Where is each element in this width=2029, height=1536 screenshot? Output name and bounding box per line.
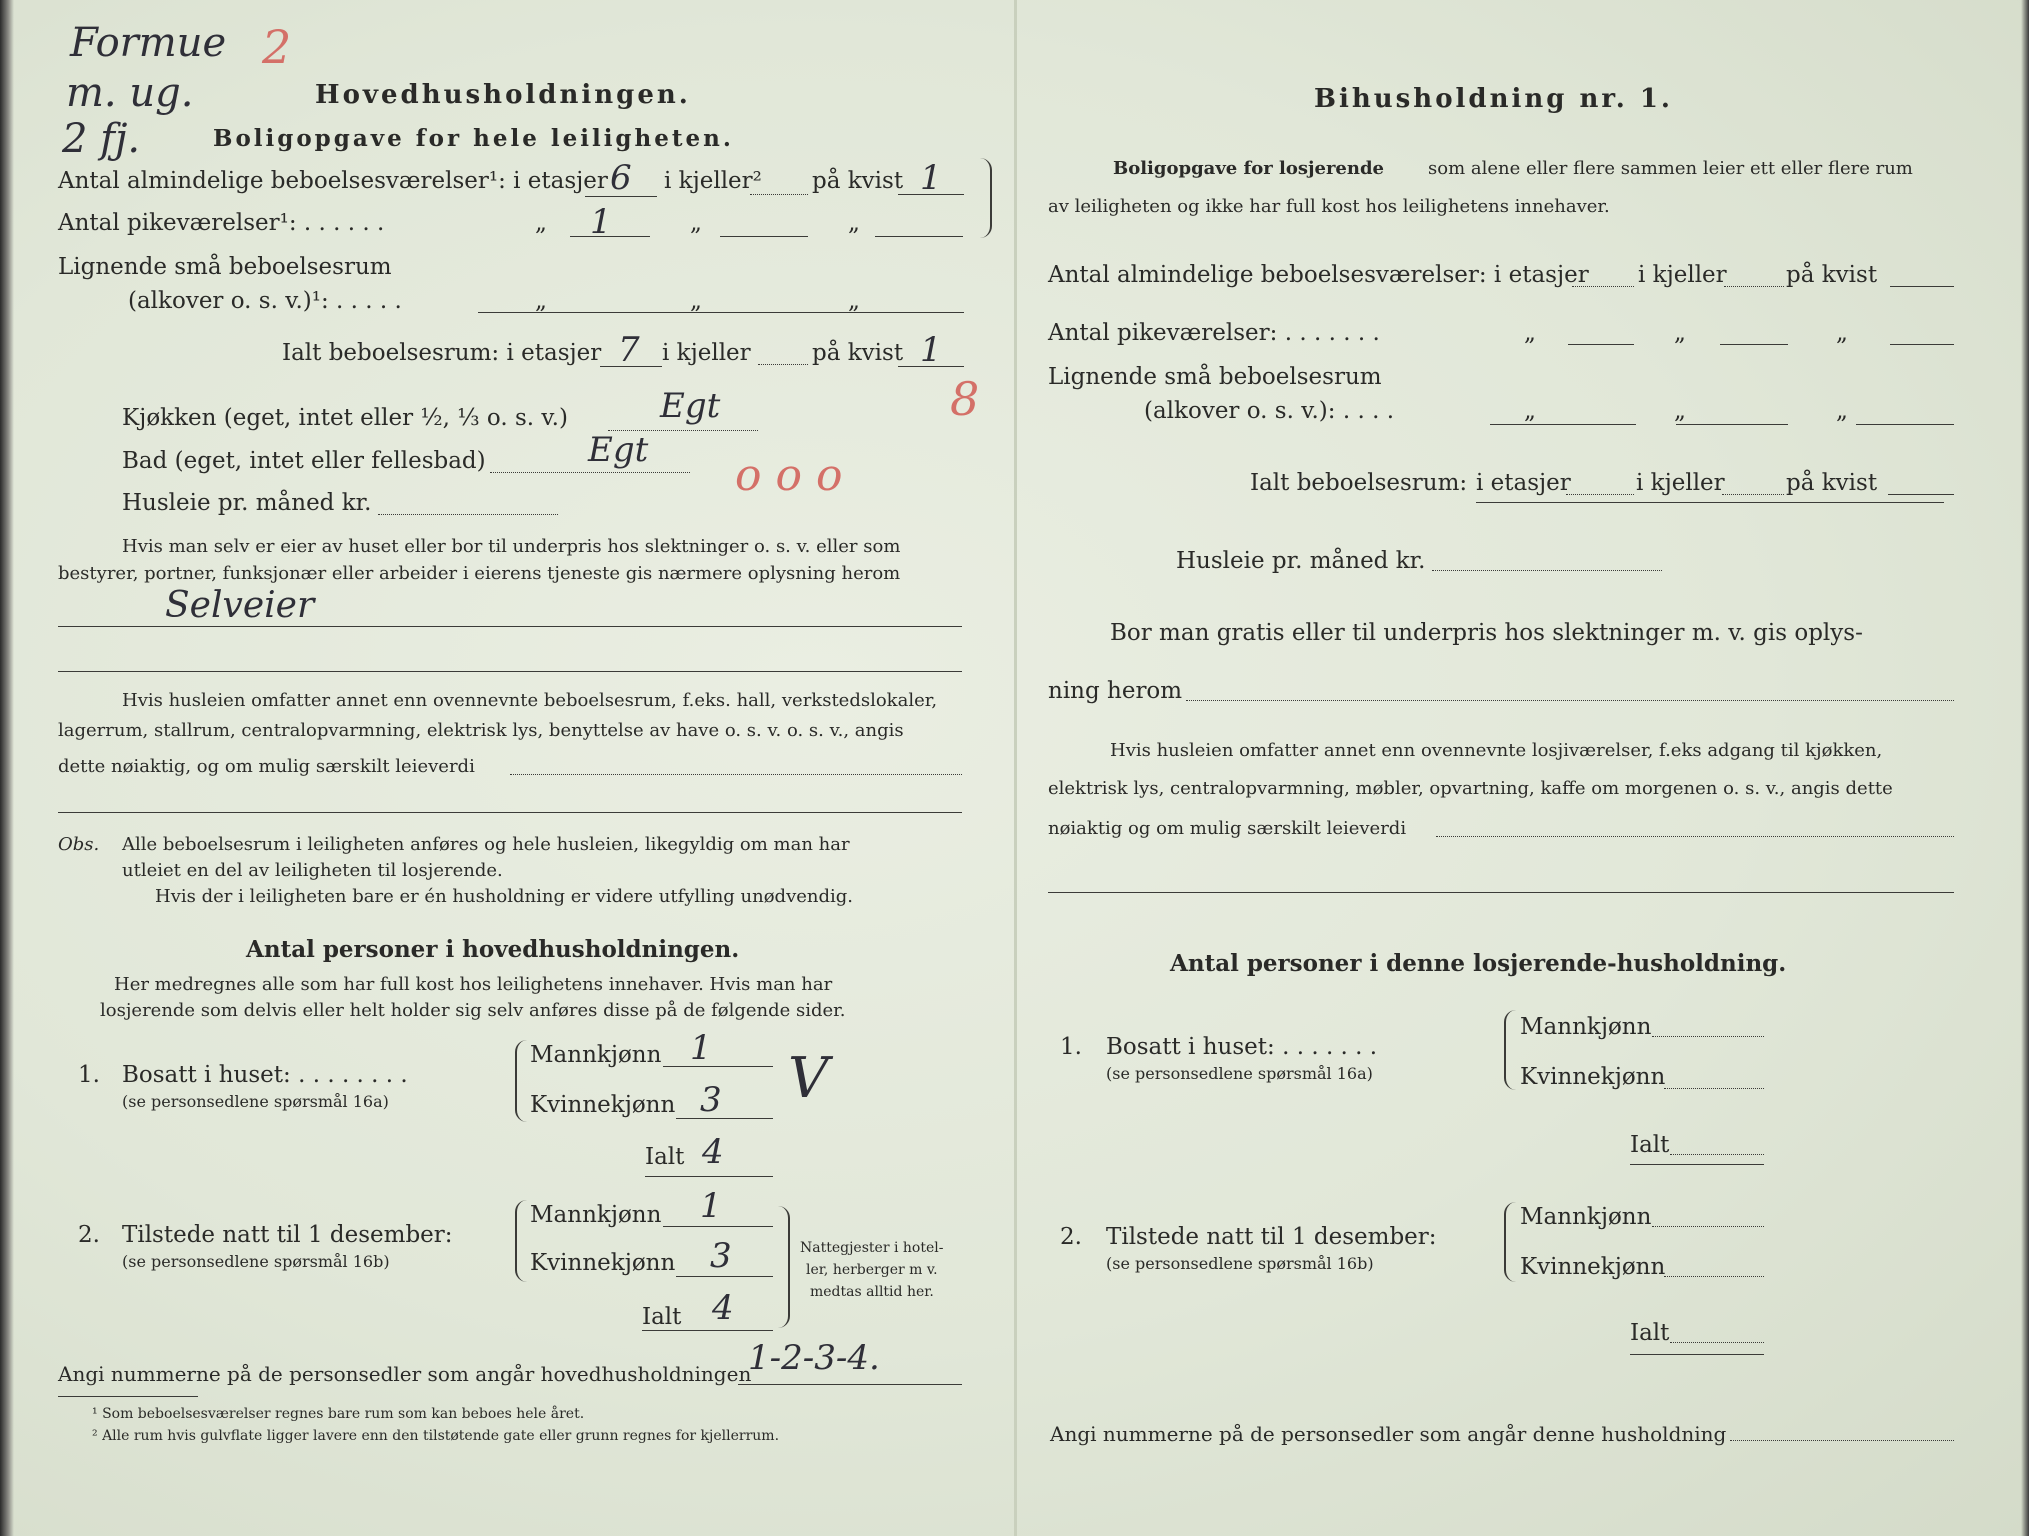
right-intro-2: av leiligheten og ikke har full kost hos leilighetens innehaver. bbox=[1048, 196, 1610, 217]
hw-numre: 1-2-3-4. bbox=[748, 1338, 880, 1378]
right-q1-brace bbox=[1504, 1010, 1518, 1090]
hw-selveier: Selveier bbox=[165, 585, 315, 626]
left-row2-ditto-3: „ bbox=[848, 210, 860, 236]
hw-bad: Egt bbox=[588, 430, 649, 470]
right-q1-ialt-dots bbox=[1670, 1154, 1764, 1155]
left-natt-note-2: ler, herberger m v. bbox=[806, 1262, 938, 1278]
right-q1-kvinne-label: Kvinnekjønn bbox=[1520, 1064, 1666, 1090]
left-q1-num: 1. bbox=[78, 1062, 100, 1088]
right-omfatter-line-1 bbox=[1436, 836, 1954, 837]
left-q1-sub: (se personsedlene spørsmål 16a) bbox=[122, 1092, 389, 1111]
left-persons-text-1: Her medregnes alle som har full kost hos leilighetens innehaver. Hvis man har bbox=[114, 974, 833, 995]
left-q2-brace-right bbox=[770, 1206, 790, 1328]
left-q2-mann-line bbox=[663, 1226, 773, 1227]
hw-m-ug: m. ug. bbox=[66, 70, 194, 116]
hw-2fj: 2 fj. bbox=[62, 116, 141, 162]
right-persons-title: Antal personer i denne losjerende-husholdning. bbox=[1170, 950, 1787, 977]
left-persons-text-2: losjerende som delvis eller helt holder sig selv anføres disse på de følgende sider. bbox=[100, 1000, 846, 1021]
left-eier-text-1: Hvis man selv er eier av huset eller bor til underpris hos slektninger o. s. v. eller som bbox=[122, 536, 901, 557]
left-angi: Angi nummerne på de personsedler som angår hovedhusholdningen bbox=[58, 1362, 752, 1386]
left-row1-kjeller-line bbox=[750, 194, 808, 195]
right-angi: Angi nummerne på de personsedler som angår denne husholdning bbox=[1050, 1422, 1727, 1446]
left-q1-brace bbox=[515, 1040, 529, 1122]
right-row2-line-2 bbox=[1720, 344, 1788, 345]
right-row1-etasjer-line bbox=[1572, 286, 1634, 287]
right-q2-kvinne-line bbox=[1664, 1276, 1764, 1277]
hw-ialt2: 4 bbox=[712, 1288, 734, 1328]
right-intro-1: som alene eller flere sammen leier ett eller flere rum bbox=[1428, 158, 1913, 179]
right-row2-line-3 bbox=[1890, 344, 1954, 345]
hw-mann2: 1 bbox=[700, 1186, 722, 1226]
left-title: Hovedhusholdningen. bbox=[315, 80, 691, 110]
right-husleie-line bbox=[1432, 570, 1662, 571]
left-row2-line-1 bbox=[570, 236, 650, 237]
left-row3-ditto-1: „ bbox=[535, 288, 547, 314]
right-ialt-kvist-line bbox=[1888, 494, 1954, 495]
right-ialt-etasjer-line bbox=[1566, 494, 1634, 495]
left-ialt-kvist: på kvist bbox=[812, 340, 904, 366]
right-husleie-label: Husleie pr. måned kr. bbox=[1176, 548, 1426, 574]
right-gratis-line bbox=[1186, 700, 1954, 701]
left-omfatter-3: dette nøiaktig, og om mulig særskilt leieverdi bbox=[58, 756, 475, 777]
page-fold bbox=[1014, 0, 1017, 1536]
left-q2-mann-label: Mannkjønn bbox=[530, 1202, 662, 1228]
right-q1-ialt-line bbox=[1630, 1164, 1764, 1165]
right-gratis-1: Bor man gratis eller til underpris hos slektninger m. v. gis oplys- bbox=[1110, 620, 1863, 646]
left-row2-label: Antal pikeværelser¹: . . . . . . bbox=[58, 210, 385, 236]
right-q1-sub: (se personsedlene spørsmål 16a) bbox=[1106, 1064, 1373, 1083]
left-q1-ialt-label: Ialt bbox=[645, 1144, 685, 1170]
left-q2-label: Tilstede natt til 1 desember: bbox=[122, 1222, 453, 1248]
right-row3-ditto-3: „ bbox=[1836, 398, 1848, 424]
hw-red-2: 2 bbox=[262, 20, 292, 74]
left-row2-line-3 bbox=[875, 236, 963, 237]
right-angi-line bbox=[1730, 1440, 1954, 1441]
right-ialt-kvist: på kvist bbox=[1786, 470, 1878, 496]
left-angi-line bbox=[738, 1384, 962, 1385]
right-q1-label: Bosatt i huset: . . . . . . . bbox=[1106, 1034, 1378, 1060]
hw-ialt-etasjer: 7 bbox=[618, 330, 640, 370]
right-gratis-2: ning herom bbox=[1048, 678, 1183, 704]
left-kjokken-label: Kjøkken (eget, intet eller ½, ⅓ o. s. v.) bbox=[122, 405, 568, 431]
right-title: Bihusholdning nr. 1. bbox=[1314, 84, 1673, 114]
right-ialt-underline bbox=[1476, 502, 1944, 503]
right-row2-label: Antal pikeværelser: . . . . . . . bbox=[1048, 320, 1380, 346]
left-q1-mann-label: Mannkjønn bbox=[530, 1042, 662, 1068]
left-q2-brace bbox=[515, 1200, 529, 1282]
hw-check: V bbox=[788, 1046, 829, 1111]
left-q1-kvinne-line bbox=[676, 1118, 773, 1119]
left-row2-line-2 bbox=[720, 236, 808, 237]
right-ialt-label: Ialt beboelsesrum: bbox=[1250, 470, 1468, 496]
right-q2-mann-label: Mannkjønn bbox=[1520, 1204, 1652, 1230]
left-omfatter-2: lagerrum, stallrum, centralopvarmning, elektrisk lys, benyttelse av have o. s. v. o. s. v., angis bbox=[58, 720, 904, 741]
right-ialt-etasjer: i etasjer bbox=[1476, 470, 1571, 496]
right-row1-kjeller-line bbox=[1724, 286, 1784, 287]
hw-red-ooo: o o o bbox=[735, 450, 843, 501]
right-row3-line-3 bbox=[1856, 424, 1954, 425]
right-q2-brace bbox=[1504, 1202, 1518, 1282]
right-q1-ialt-label: Ialt bbox=[1630, 1132, 1670, 1158]
hw-kvist: 1 bbox=[920, 158, 942, 198]
left-row3-ditto-2: „ bbox=[690, 288, 702, 314]
right-omfatter-3: nøiaktig og om mulig særskilt leieverdi bbox=[1048, 818, 1407, 839]
right-row1-kvist: på kvist bbox=[1786, 262, 1878, 288]
left-obs-2: utleiet en del av leiligheten til losjerende. bbox=[122, 860, 503, 881]
hw-formue: Formue bbox=[70, 20, 227, 66]
hw-red-8: 8 bbox=[950, 372, 980, 426]
left-husleie-line bbox=[378, 514, 558, 515]
right-row2-ditto-3: „ bbox=[1836, 320, 1848, 346]
right-row3-ditto-1: „ bbox=[1524, 398, 1536, 424]
right-row2-ditto-1: „ bbox=[1524, 320, 1536, 346]
right-q2-sub: (se personsedlene spørsmål 16b) bbox=[1106, 1254, 1374, 1273]
left-ialt-label: Ialt beboelsesrum: i etasjer bbox=[282, 340, 602, 366]
left-eier-line-2 bbox=[58, 671, 962, 672]
left-row3-line bbox=[478, 312, 964, 313]
right-row3-label-b: (alkover o. s. v.): . . . . bbox=[1144, 398, 1395, 424]
left-q2-num: 2. bbox=[78, 1222, 100, 1248]
right-row3-line-1 bbox=[1490, 424, 1636, 425]
left-obs-label: Obs. bbox=[58, 834, 100, 855]
hw-mann1: 1 bbox=[690, 1028, 712, 1068]
left-footnote-rule bbox=[58, 1396, 198, 1397]
hw-kjokken: Egt bbox=[660, 386, 721, 426]
left-bad-label: Bad (eget, intet eller fellesbad) bbox=[122, 448, 486, 474]
right-row2-ditto-2: „ bbox=[1674, 320, 1686, 346]
left-ialt-kjeller: i kjeller bbox=[662, 340, 751, 366]
right-q2-label: Tilstede natt til 1 desember: bbox=[1106, 1224, 1437, 1250]
right-omfatter-line-2 bbox=[1048, 892, 1954, 893]
left-q2-kvinne-label: Kvinnekjønn bbox=[530, 1250, 676, 1276]
left-omfatter-line-1 bbox=[510, 774, 962, 775]
left-bad-line bbox=[490, 472, 690, 473]
left-row3-ditto-3: „ bbox=[848, 288, 860, 314]
right-row3-label-a: Lignende små beboelsesrum bbox=[1048, 364, 1382, 390]
hw-etasjer: 6 bbox=[610, 158, 632, 198]
left-q2-sub: (se personsedlene spørsmål 16b) bbox=[122, 1252, 390, 1271]
left-row2-ditto-1: „ bbox=[535, 210, 547, 236]
right-ialt-kjeller-line bbox=[1722, 494, 1784, 495]
right-row1-kvist-line bbox=[1890, 286, 1954, 287]
left-ialt-kjeller-line bbox=[758, 364, 808, 365]
left-omfatter-1: Hvis husleien omfatter annet enn ovennevnte beboelsesrum, f.eks. hall, verkstedslokaler, bbox=[122, 690, 938, 711]
left-row1-label: Antal almindelige beboelsesværelser¹: i etasjer bbox=[58, 168, 608, 194]
left-eier-text-2: bestyrer, portner, funksjonær eller arbeider i eierens tjeneste gis nærmere oplysning herom bbox=[58, 563, 901, 584]
left-omfatter-line-2 bbox=[58, 812, 962, 813]
left-row1-kjeller: i kjeller² bbox=[664, 168, 762, 194]
right-q2-num: 2. bbox=[1060, 1224, 1082, 1250]
left-obs-3: Hvis der i leiligheten bare er én husholdning er videre utfylling unødvendig. bbox=[155, 886, 854, 907]
right-q2-kvinne-label: Kvinnekjønn bbox=[1520, 1254, 1666, 1280]
hw-kvinne1: 3 bbox=[700, 1080, 722, 1120]
hw-pike: 1 bbox=[590, 202, 612, 242]
right-q2-ialt-label: Ialt bbox=[1630, 1320, 1670, 1346]
hw-kvinne2: 3 bbox=[710, 1236, 732, 1276]
left-q1-mann-line bbox=[663, 1066, 773, 1067]
right-omfatter-1: Hvis husleien omfatter annet enn ovennevnte losjiværelser, f.eks adgang til kjøkken, bbox=[1110, 740, 1883, 761]
right-intro-bold: Boligopgave for losjerende bbox=[1113, 158, 1385, 179]
left-eier-line-1 bbox=[58, 626, 962, 627]
right-ialt-kjeller: i kjeller bbox=[1636, 470, 1725, 496]
scan-edge-right bbox=[2021, 0, 2029, 1536]
left-persons-title: Antal personer i hovedhusholdningen. bbox=[246, 936, 740, 963]
left-natt-note-1: Nattegjester i hotel- bbox=[800, 1240, 944, 1256]
left-husleie-label: Husleie pr. måned kr. bbox=[122, 490, 372, 516]
left-q2-ialt-line bbox=[642, 1330, 773, 1331]
right-q1-kvinne-line bbox=[1664, 1088, 1764, 1089]
hw-ialt-kvist: 1 bbox=[920, 330, 942, 370]
right-row3-line-2 bbox=[1676, 424, 1788, 425]
hw-bracket bbox=[970, 158, 992, 238]
scan-edge-left bbox=[0, 0, 14, 1536]
hw-ialt1: 4 bbox=[702, 1132, 724, 1172]
right-row2-line-1 bbox=[1568, 344, 1634, 345]
right-q2-ialt-dots bbox=[1670, 1342, 1764, 1343]
right-q2-mann-line bbox=[1652, 1226, 1764, 1227]
left-q2-kvinne-line bbox=[676, 1276, 773, 1277]
left-q1-label: Bosatt i huset: . . . . . . . . bbox=[122, 1062, 408, 1088]
right-row1-kjeller: i kjeller bbox=[1638, 262, 1727, 288]
left-q1-kvinne-label: Kvinnekjønn bbox=[530, 1092, 676, 1118]
right-q2-ialt-line bbox=[1630, 1354, 1764, 1355]
left-footnote-1: ¹ Som beboelsesværelser regnes bare rum som kan beboes hele året. bbox=[92, 1406, 585, 1422]
left-footnote-2: ² Alle rum hvis gulvflate ligger lavere enn den tilstøtende gate eller grunn regnes for kjellerrum. bbox=[92, 1428, 780, 1444]
right-q1-mann-label: Mannkjønn bbox=[1520, 1014, 1652, 1040]
right-row3-ditto-2: „ bbox=[1674, 398, 1686, 424]
right-omfatter-2: elektrisk lys, centralopvarmning, møbler, opvartning, kaffe om morgenen o. s. v., angis dette bbox=[1048, 778, 1893, 799]
left-row3-label-a: Lignende små beboelsesrum bbox=[58, 254, 392, 280]
right-q1-mann-line bbox=[1652, 1036, 1764, 1037]
left-q1-ialt-line bbox=[645, 1176, 773, 1177]
left-row2-ditto-2: „ bbox=[690, 210, 702, 236]
left-row1-kvist: på kvist bbox=[812, 168, 904, 194]
right-row1-label: Antal almindelige beboelsesværelser: i etasjer bbox=[1048, 262, 1589, 288]
left-subtitle: Boligopgave for hele leiligheten. bbox=[213, 125, 734, 152]
left-q2-ialt-label: Ialt bbox=[642, 1304, 682, 1330]
right-q1-num: 1. bbox=[1060, 1034, 1082, 1060]
left-natt-note-3: medtas alltid her. bbox=[810, 1284, 934, 1300]
left-row3-label-b: (alkover o. s. v.)¹: . . . . . bbox=[128, 288, 402, 314]
left-obs-1: Alle beboelsesrum i leiligheten anføres og hele husleien, likegyldig om man har bbox=[122, 834, 850, 855]
